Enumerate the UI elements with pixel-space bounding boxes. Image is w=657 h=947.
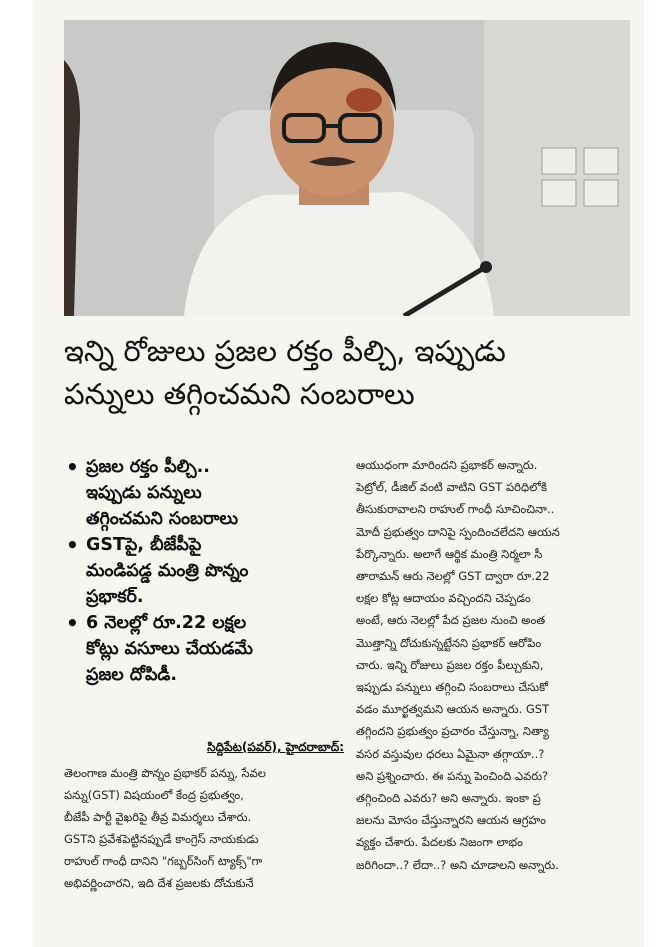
body-line: చారు. ఇన్ని రోజులు ప్రజల రక్తం పీల్చుకుని,: [356, 657, 544, 672]
bullet-text: GSTపై, బీజేపీపై మండిపడ్డ మంత్రి పొన్నం ప్రభాకర్.: [86, 535, 249, 607]
article-body-left: [64, 762, 346, 894]
body-line: జరిగిందా..? లేదా..? అని చూడాలని అన్నారు.: [356, 857, 559, 872]
body-line: అభివర్ణించారని, ఇది దేశ ప్రజలకు దోచుకునే: [64, 876, 254, 890]
news-clipping: [34, 0, 644, 947]
body-line: రాహుల్ గాంధీ దానిని "గబ్బర్‌సింగ్ ట్యాక్స్"గా: [64, 854, 263, 868]
bullet-item: [64, 610, 344, 688]
bullet-item: [64, 454, 344, 532]
article-body-right: [356, 454, 634, 876]
body-line: ఆయుధంగా మారిందని ప్రభాకర్ అన్నారు.: [356, 458, 538, 472]
body-line: తగ్గిందని ప్రభుత్వం ప్రచారం చేస్తున్నా, నిత్యా: [356, 724, 549, 739]
headline-line-1: ఇన్ని రోజులు ప్రజల రక్తం పీల్చి, ఇప్పుడు: [64, 334, 506, 368]
bullet-icon: •: [66, 611, 79, 635]
body-line: ఇప్పుడు పన్నులు తగ్గించి సంబరాలు చేసుకో: [356, 680, 549, 695]
news-photo: [64, 20, 630, 316]
body-line: పెట్రోల్, డీజిల్ వంటి వాటిని GST పరిధిలోకి: [356, 480, 547, 495]
body-line: తగ్గించింది ఎవరు? అని అన్నారు. ఇంకా ప్ర: [356, 791, 541, 806]
bullet-icon: •: [66, 455, 79, 479]
photo-illustration: [64, 20, 630, 316]
body-line: అని ప్రశ్నించారు. ఈ పన్ను పెంచింది ఎవరు?: [356, 768, 549, 783]
body-line: వసర వస్తువుల ధరలు ఏమైనా తగ్గాయా..?: [356, 746, 545, 761]
body-line: మొత్తాన్ని దోచుకున్నట్టేనని ప్రభాకర్ ఆరోపిం: [356, 635, 542, 650]
body-line: బీజేపీ పార్టీ వైఖరిపై తీవ్ర విమర్శలు చేశారు.: [64, 810, 252, 824]
body-line: GSTని ప్రవేశపెట్టినప్పుడే కాంగ్రెస్ నాయకుడు: [64, 832, 259, 846]
dateline: సిద్దిపేట(పవర్), హైదరాబాద్:: [207, 740, 344, 754]
body-line: మోదీ ప్రభుత్వం దానిపై స్పందించలేదని ఆయన: [356, 524, 560, 539]
body-line: తెలంగాణ మంత్రి పొన్నం ప్రభాకర్ పన్ను, సేవల: [64, 766, 266, 780]
headline-line-2: పన్నులు తగ్గించమని సంబరాలు: [64, 377, 415, 411]
headline: [64, 330, 630, 416]
body-line: తారామన్ ఆరు నెలల్లో GST ద్వారా రూ.22: [356, 569, 550, 584]
bullet-text: 6 నెలల్లో రూ.22 లక్షల కోట్లు వసూలు చేయడమే ప్రజల దోపిడీ.: [86, 613, 253, 685]
body-line: తీసుకురావాలని రాహుల్ గాంధీ సూచించినా..: [356, 502, 555, 517]
bullet-icon: •: [66, 533, 79, 557]
bullet-text: ప్రజల రక్తం పీల్చి.. ఇప్పుడు పన్నులు తగ్గించమని సంబరాలు: [86, 457, 239, 529]
highlight-bullets: [64, 454, 344, 688]
body-line: పేర్కొన్నారు. అలాగే ఆర్థిక మంత్రి నిర్మలా సీ: [356, 546, 543, 561]
body-line: వడం మూర్ఖత్వమని ఆయన అన్నారు. GST: [356, 702, 550, 717]
body-line: లక్షల కోట్ల ఆదాయం వచ్చిందని చెప్పడం: [356, 591, 531, 606]
body-line: వ్యక్తం చేశారు. పేదలకు నిజంగా లాభం: [356, 835, 523, 850]
body-line: అంటే, ఆరు నెలల్లో పేద ప్రజల నుంచి అంత: [356, 613, 546, 628]
bullet-item: [64, 532, 344, 610]
body-line: పన్ను(GST) విషయంలో కేంద్ర ప్రభుత్వం,: [64, 788, 244, 802]
body-line: జలను మోసం చేస్తున్నారని ఆయన ఆగ్రహం: [356, 813, 546, 828]
